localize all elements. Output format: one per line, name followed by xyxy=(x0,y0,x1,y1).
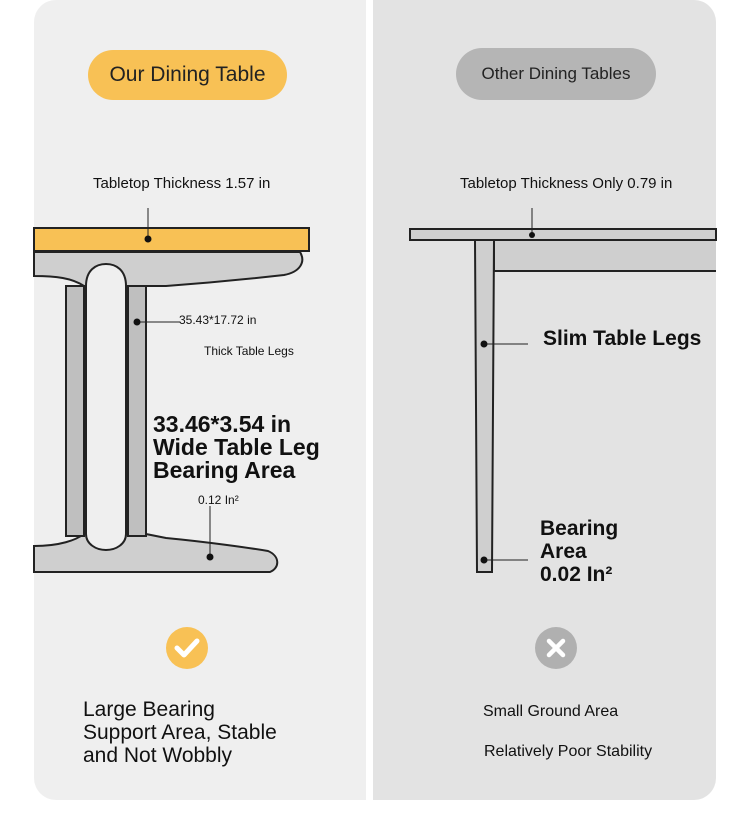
thin-tabletop xyxy=(410,229,716,240)
thin-thickness-dot xyxy=(529,232,535,238)
size-dot xyxy=(134,319,141,326)
summary-line: Large Bearing xyxy=(83,698,215,721)
thick-table-drawing xyxy=(34,208,309,572)
area-dot xyxy=(207,554,214,561)
bearing-line: Area xyxy=(540,540,587,563)
thin-tabletop-thickness-label: Tabletop Thickness Only 0.79 in xyxy=(460,175,673,192)
bearing-dot xyxy=(481,557,488,564)
bearing-line: Wide Table Leg xyxy=(153,434,320,460)
bearing-line: Bearing xyxy=(540,517,619,540)
leg-cutout xyxy=(86,264,126,550)
bearing-line: 33.46*3.54 in xyxy=(153,411,292,437)
our-dining-table-pill: Our Dining Table xyxy=(88,50,287,100)
bearing-line: 0.02 In² xyxy=(540,563,613,586)
small-ground-area-label: Small Ground Area xyxy=(483,703,619,720)
slim-legs-dot xyxy=(481,341,488,348)
thickness-dot xyxy=(145,236,152,243)
thick-tabletop xyxy=(34,228,309,251)
slim-legs-label: Slim Table Legs xyxy=(543,327,702,350)
thick-legs-label: Thick Table Legs xyxy=(204,344,294,358)
tabletop-thickness-label: Tabletop Thickness 1.57 in xyxy=(93,175,271,192)
bearing-area-value: 0.12 In² xyxy=(198,493,239,507)
bearing-line: Bearing Area xyxy=(153,457,296,483)
other-dining-tables-pill: Other Dining Tables xyxy=(456,48,656,100)
close-icon xyxy=(535,627,577,669)
summary-line: and Not Wobbly xyxy=(83,744,233,767)
check-icon xyxy=(166,627,208,669)
small-bearing-area-label xyxy=(540,517,618,586)
wide-bearing-area-label xyxy=(153,413,320,482)
poor-stability-label: Relatively Poor Stability xyxy=(484,743,653,760)
slim-leg xyxy=(475,240,494,572)
leg-post-left xyxy=(66,286,84,536)
table-size-label: 35.43*17.72 in xyxy=(179,313,257,327)
apron-silhouette xyxy=(494,240,716,271)
our-table-summary xyxy=(83,698,277,767)
summary-line: Support Area, Stable xyxy=(83,721,277,744)
